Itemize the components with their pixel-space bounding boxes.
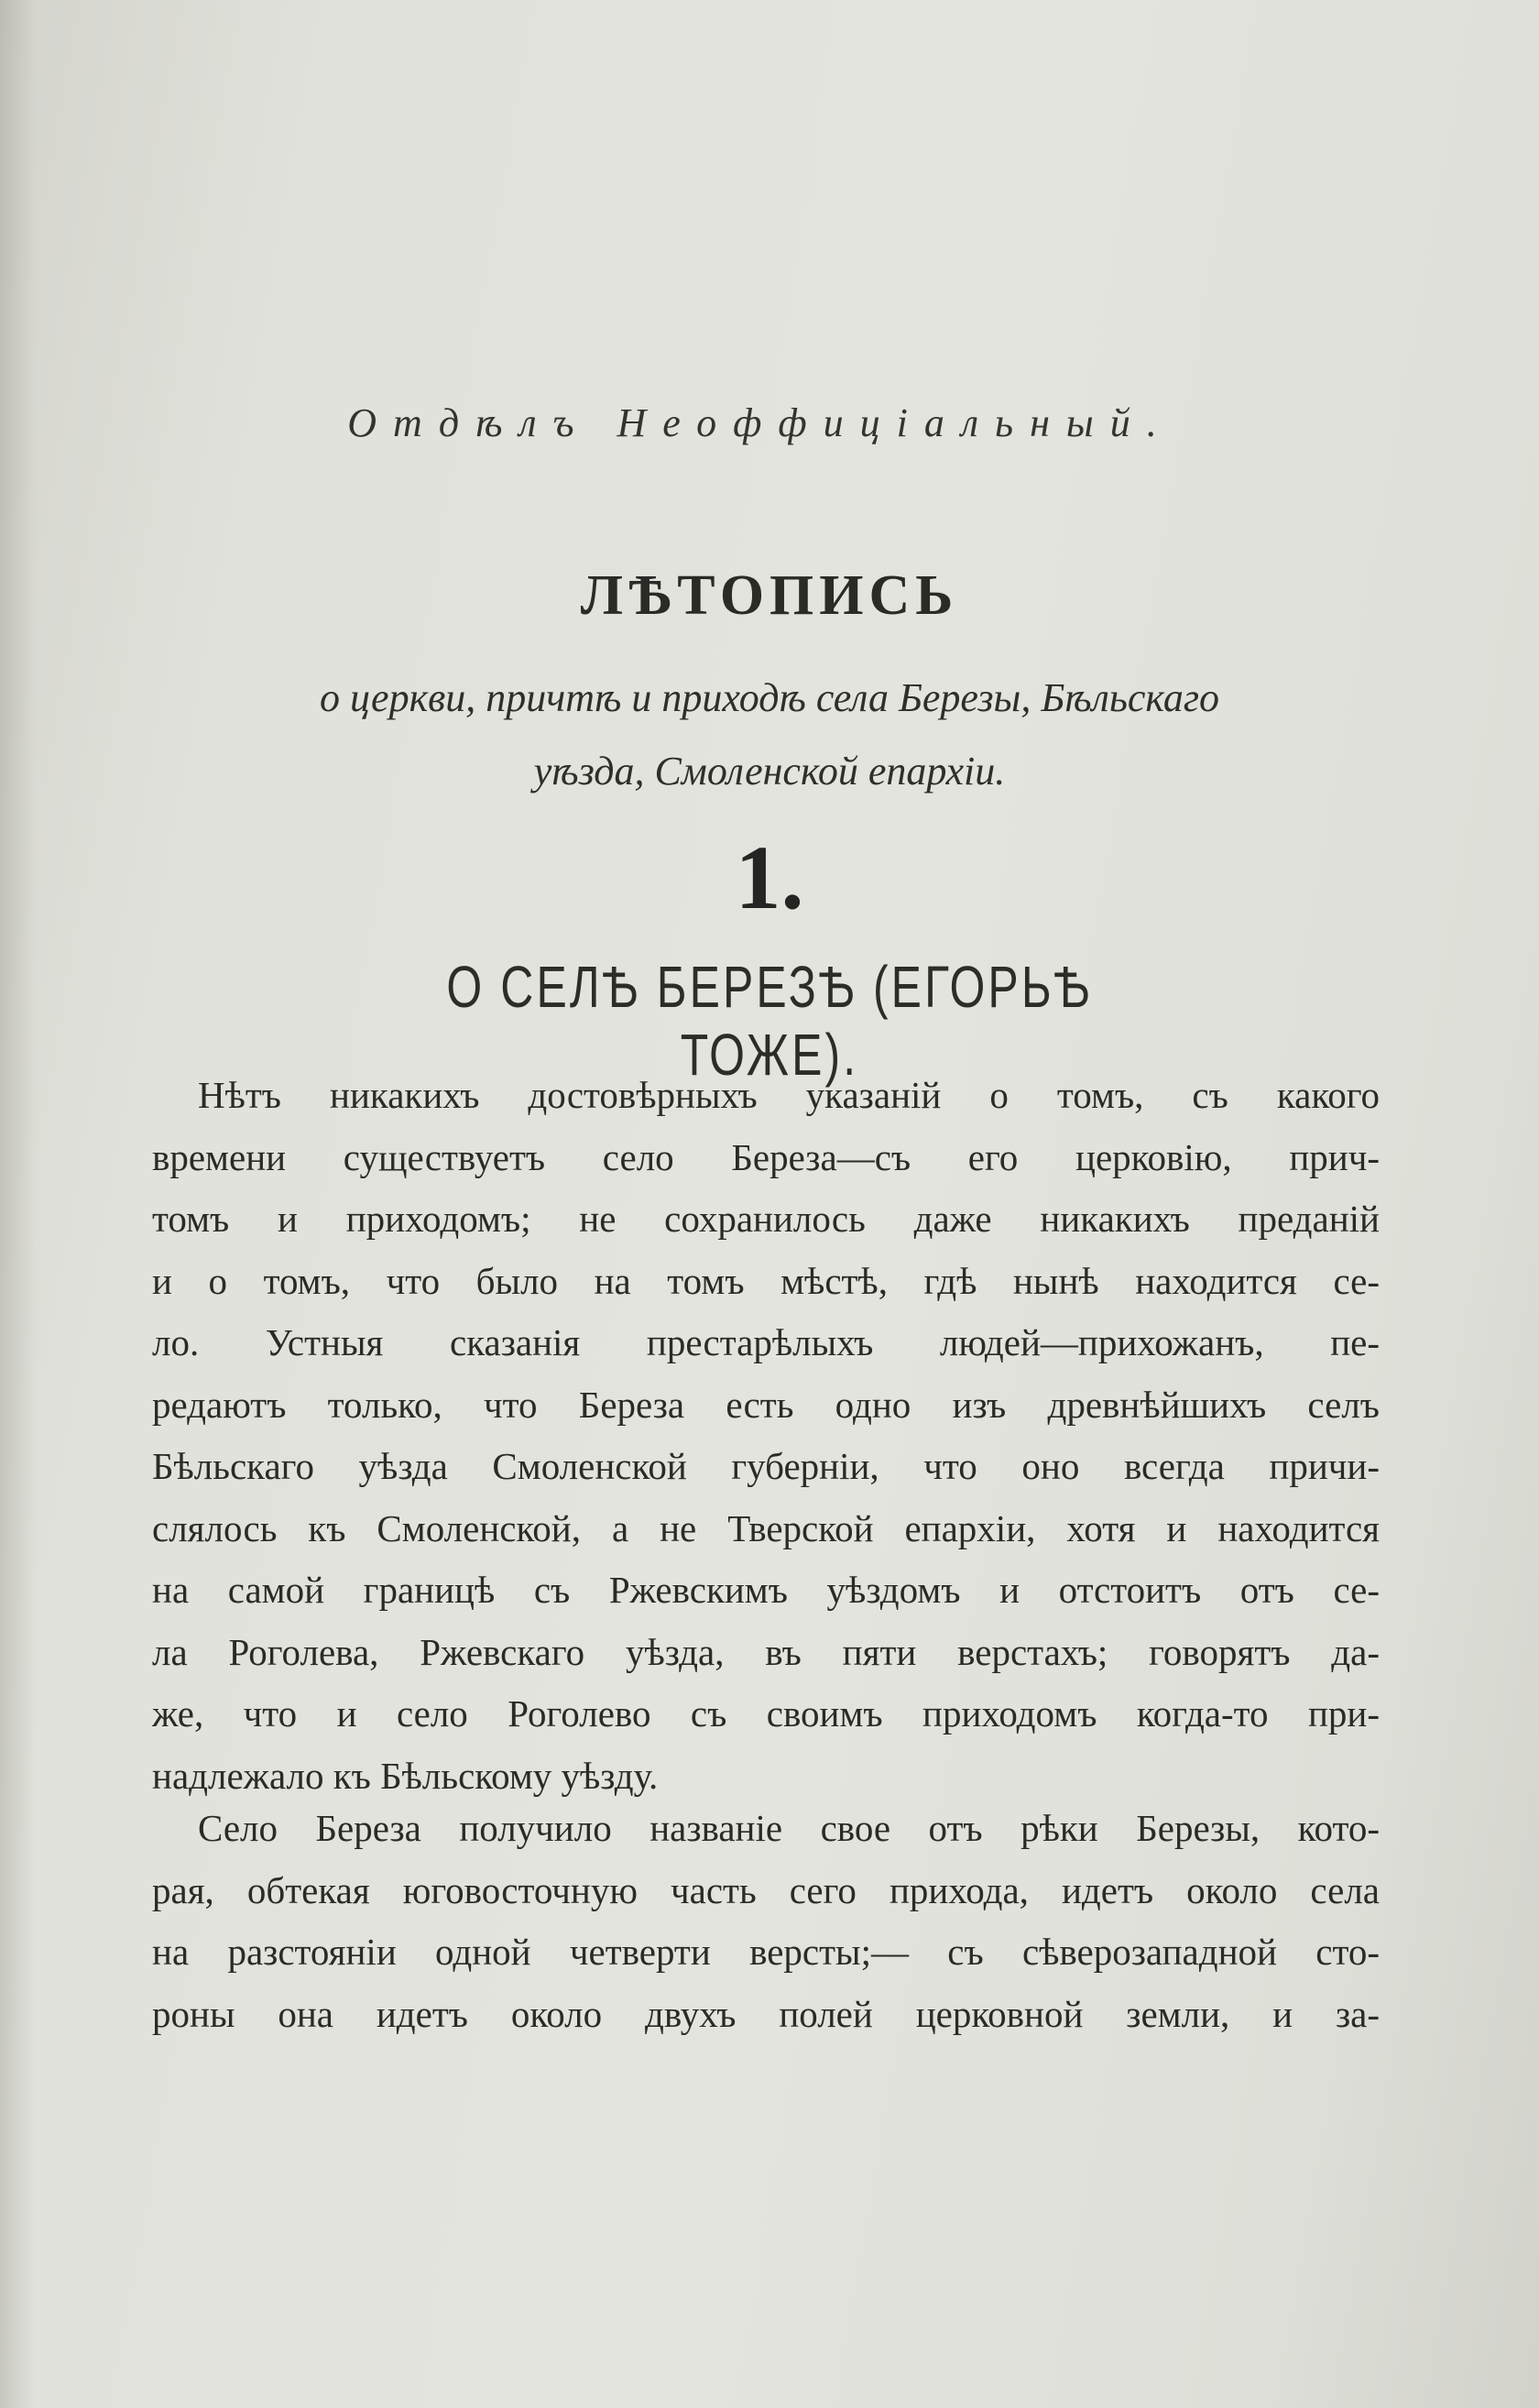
text-line: Нѣтъ никакихъ достовѣрныхъ указаній о томъ, съ какого — [198, 1074, 1380, 1116]
text-line: рая, обтекая юговосточную часть сего прихода, идетъ около села — [152, 1868, 1380, 1911]
text-line: надлежало къ Бѣльскому уѣзду. — [152, 1754, 659, 1797]
text-line: на самой границѣ съ Ржевскимъ уѣздомъ и отстоитъ отъ се- — [152, 1569, 1380, 1611]
chapter-title: О СЕЛѢ БЕРЕЗѢ (ЕГОРЬѢ ТОЖЕ). — [446, 954, 1093, 1088]
text-line: томъ и приходомъ; не сохранилось даже никакихъ преданій — [152, 1198, 1380, 1240]
chapter-number: 1. — [735, 826, 804, 928]
paragraph-1 — [152, 1065, 1380, 1807]
text-line: времени существуетъ село Береза—съ его церковію, прич- — [152, 1135, 1380, 1178]
text-line: ло. Устныя сказанія престарѣлыхъ людей—прихожанъ, пе- — [152, 1321, 1380, 1363]
page-edge-shadow — [0, 0, 37, 2408]
text-line: же, что и село Роголево съ своимъ приходомъ когда-то при- — [152, 1692, 1380, 1735]
paragraph-2 — [152, 1798, 1380, 2045]
subtitle-line: о церкви, причтѣ и приходѣ села Березы, Бѣльскаго — [319, 675, 1220, 720]
text-line: Бѣльскаго уѣзда Смоленской губерніи, что оно всегда причи- — [152, 1445, 1380, 1487]
text-line: на разстояніи одной четверти версты;— съ сѣверозападной сто- — [152, 1931, 1380, 1973]
text-line: редаютъ только, что Береза есть одно изъ древнѣйшихъ селъ — [152, 1383, 1380, 1426]
subtitle-line: уѣзда, Смоленской епархіи. — [533, 749, 1006, 794]
text-line: ла Роголева, Ржевскаго уѣзда, въ пяти верстахъ; говорятъ да- — [152, 1630, 1380, 1673]
text-line: роны она идетъ около двухъ полей церковной земли, и за- — [152, 1992, 1380, 2035]
text-line: слялось къ Смоленской, а не Тверской епархіи, хотя и находится — [152, 1506, 1380, 1549]
text-line: и о томъ, что было на томъ мѣстѣ, гдѣ нынѣ находится се- — [152, 1259, 1380, 1302]
page-title: ЛѢТОПИСЬ — [580, 564, 959, 627]
section-header: Отдѣлъ Неоффиціальный. — [347, 400, 1173, 445]
text-line: Село Береза получило названіе свое отъ рѣки Березы, кото- — [198, 1807, 1380, 1849]
